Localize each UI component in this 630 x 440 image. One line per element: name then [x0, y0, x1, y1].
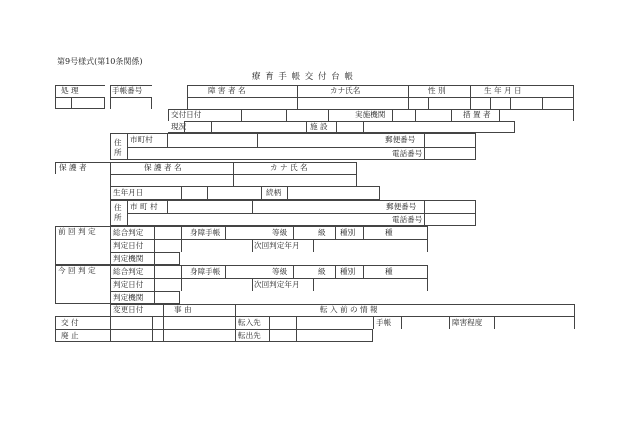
hantei-hizuke-2-field-1[interactable] — [154, 278, 181, 291]
sochisha-label: 措 置 者 — [463, 110, 491, 119]
hantei-hizuke-1-label: 判定日付 — [113, 241, 144, 250]
genkyo-label: 現況 — [171, 122, 187, 131]
yubin-bango-2-field[interactable] — [424, 200, 476, 213]
shubetsu-2-label: 種別 — [340, 267, 356, 276]
shintai-techo-2-label: 身障手帳 — [190, 267, 221, 276]
jikai-hantei-1-field[interactable] — [313, 239, 428, 252]
kana-shimei-2-field[interactable] — [233, 174, 357, 186]
techo-field[interactable] — [401, 316, 449, 329]
denwa-bango-label: 電話番号 — [392, 149, 423, 158]
seibetsu-label: 性 別 — [428, 86, 446, 95]
shogaisha-mei-label: 障 害 者 名 — [208, 86, 246, 95]
shubetsu-1-label: 種別 — [340, 228, 356, 237]
shogaisha-mei-field[interactable] — [187, 97, 297, 109]
konkai-hantei-label: 今 回 判 定 — [58, 266, 96, 275]
hantei-hizuke-1-field-1[interactable] — [154, 239, 181, 252]
shogai-teido-label: 障害程度 — [452, 318, 483, 327]
tokyu-1-field[interactable] — [293, 226, 317, 239]
address-line-1[interactable] — [257, 133, 383, 147]
address-line-2[interactable] — [127, 147, 383, 160]
zokugara-label: 続柄 — [266, 188, 282, 197]
hogosha-label: 保 護 者 — [59, 163, 87, 172]
seibetsu-field-1[interactable] — [408, 97, 428, 109]
tenshutsu-saki-field-2[interactable] — [296, 329, 373, 342]
tennyu-saki-label: 転入先 — [238, 318, 261, 327]
kofu-hizuke-field-1[interactable] — [241, 109, 286, 121]
kofu-hizuke-label: 交付日付 — [171, 110, 202, 119]
sho-label: 所 — [114, 148, 122, 157]
seinengappi-2-field-1[interactable] — [181, 186, 207, 200]
jiyu-label: 事 由 — [174, 305, 192, 314]
shu-1-label: 種 — [385, 228, 393, 237]
tokyu-2-label: 等級 — [272, 267, 288, 276]
hantei-kikan-2-field[interactable] — [154, 291, 180, 304]
hogosha-mei-label: 保 護 者 名 — [144, 163, 182, 172]
techo-bango-label: 手帳番号 — [112, 86, 143, 95]
seinengappi-2-field-2[interactable] — [207, 186, 261, 200]
kyu-1-label: 級 — [318, 228, 326, 237]
shintai-techo-1-label: 身障手帳 — [190, 228, 221, 237]
jikai-hantei-1-label: 次回判定年月 — [254, 241, 300, 250]
kofu-henko-field[interactable] — [110, 316, 152, 329]
sochisha-field[interactable] — [499, 109, 574, 121]
form-title: 療 育 手 帳 交 付 台 帳 — [252, 72, 354, 82]
shori-label: 処 理 — [61, 86, 79, 95]
sogo-hantei-1-field[interactable] — [154, 226, 181, 239]
shisetsu-label: 施 設 — [310, 122, 328, 131]
seinengappi-field-1[interactable] — [470, 97, 490, 109]
shichoson-field[interactable] — [167, 133, 257, 147]
seinengappi-field-2[interactable] — [490, 97, 510, 109]
shichoson-label: 市町村 — [130, 135, 153, 144]
address-2-line-2[interactable] — [127, 213, 383, 226]
shogai-teido-field[interactable] — [494, 316, 575, 329]
sogo-hantei-2-field[interactable] — [154, 265, 181, 278]
kana-shimei-label: カナ氏名 — [330, 86, 361, 95]
jisshi-kikan-label: 実施機関 — [355, 110, 386, 119]
hantei-hizuke-1-field-2[interactable] — [181, 239, 252, 252]
kofu-hizuke-field-2[interactable] — [286, 109, 328, 121]
hantei-kikan-1-label: 判定機関 — [113, 254, 144, 263]
shisetsu-field-2[interactable] — [363, 121, 515, 133]
tennyu-mae-label: 転 入 前 の 情 報 — [320, 305, 378, 314]
form-number: 第9号様式(第10条関係) — [57, 57, 143, 66]
kofu-jiyu-field[interactable] — [163, 316, 235, 329]
hantei-kikan-1-field[interactable] — [154, 252, 180, 265]
ju-label: 住 — [114, 138, 122, 147]
shichoson-2-label: 市 町 村 — [130, 202, 158, 211]
hantei-hizuke-2-label: 判定日付 — [113, 280, 144, 289]
jikai-hantei-2-field[interactable] — [313, 278, 428, 291]
seinengappi-2-label: 生年月日 — [113, 188, 144, 197]
hantei-hizuke-2-field-2[interactable] — [181, 278, 252, 291]
hogosha-mei-field[interactable] — [110, 174, 233, 186]
yubin-bango-2-label: 郵便番号 — [386, 202, 417, 211]
genkyo-field-2[interactable] — [211, 121, 306, 133]
jisshi-kikan-field-1[interactable] — [392, 109, 415, 121]
address-2-line-1[interactable] — [252, 200, 383, 213]
techo-bango-field[interactable] — [110, 97, 152, 109]
tennyu-saki-field-2[interactable] — [296, 316, 373, 329]
sho-2-label: 所 — [114, 213, 122, 222]
sogo-hantei-1-label: 総合判定 — [113, 228, 144, 237]
kofu-blank-field[interactable] — [152, 316, 163, 329]
hantei-kikan-2-label: 判定機関 — [113, 293, 144, 302]
tokyu-1-label: 等級 — [272, 228, 288, 237]
seinengappi-header-label: 生 年 月 日 — [484, 86, 522, 95]
cell-tennyu-mae-label — [235, 304, 575, 316]
shori-field-1[interactable] — [55, 97, 71, 109]
kyu-2-label: 級 — [318, 267, 326, 276]
zokugara-field[interactable] — [287, 186, 380, 200]
seibetsu-field-2[interactable] — [428, 97, 470, 109]
shu-2-label: 種 — [385, 267, 393, 276]
kofu-label: 交 付 — [61, 318, 79, 327]
jisshi-kikan-field-2[interactable] — [415, 109, 451, 121]
shubetsu-1-field[interactable] — [363, 226, 383, 239]
jikai-hantei-2-label: 次回判定年月 — [254, 280, 300, 289]
sogo-hantei-2-label: 総合判定 — [113, 267, 144, 276]
shisetsu-field-1[interactable] — [336, 121, 363, 133]
shori-field-2[interactable] — [71, 97, 105, 109]
denwa-bango-field[interactable] — [424, 147, 476, 160]
shichoson-2-field[interactable] — [167, 200, 252, 213]
henko-hizuke-label: 変更日付 — [113, 305, 144, 314]
kana-shimei-field[interactable] — [297, 97, 408, 109]
tenshutsu-saki-label: 転出先 — [238, 331, 261, 340]
seinengappi-field-3[interactable] — [510, 97, 542, 109]
yubin-bango-label: 郵便番号 — [385, 135, 416, 144]
genkyo-field-1[interactable] — [184, 121, 211, 133]
yubin-bango-field[interactable] — [424, 133, 476, 147]
seinengappi-field-4[interactable] — [542, 97, 574, 109]
denwa-bango-2-label: 電話番号 — [392, 215, 423, 224]
haishi-jiyu-field[interactable] — [163, 329, 235, 342]
tokyu-2-field[interactable] — [293, 265, 317, 278]
techo-label: 手帳 — [376, 318, 392, 327]
tennyu-saki-field-1[interactable] — [269, 316, 296, 329]
tenshutsu-saki-field-1[interactable] — [269, 329, 296, 342]
shintai-techo-2-field[interactable] — [225, 265, 267, 278]
denwa-bango-2-field[interactable] — [424, 213, 476, 226]
shubetsu-2-field[interactable] — [363, 265, 383, 278]
zenkai-hantei-label: 前 回 判 定 — [58, 227, 96, 236]
haishi-label: 廃 止 — [61, 331, 79, 340]
haishi-blank-field[interactable] — [152, 329, 163, 342]
haishi-henko-field[interactable] — [110, 329, 152, 342]
ju-2-label: 住 — [114, 203, 122, 212]
shintai-techo-1-field[interactable] — [225, 226, 267, 239]
kana-shimei-2-label: カ ナ 氏 名 — [270, 163, 308, 172]
